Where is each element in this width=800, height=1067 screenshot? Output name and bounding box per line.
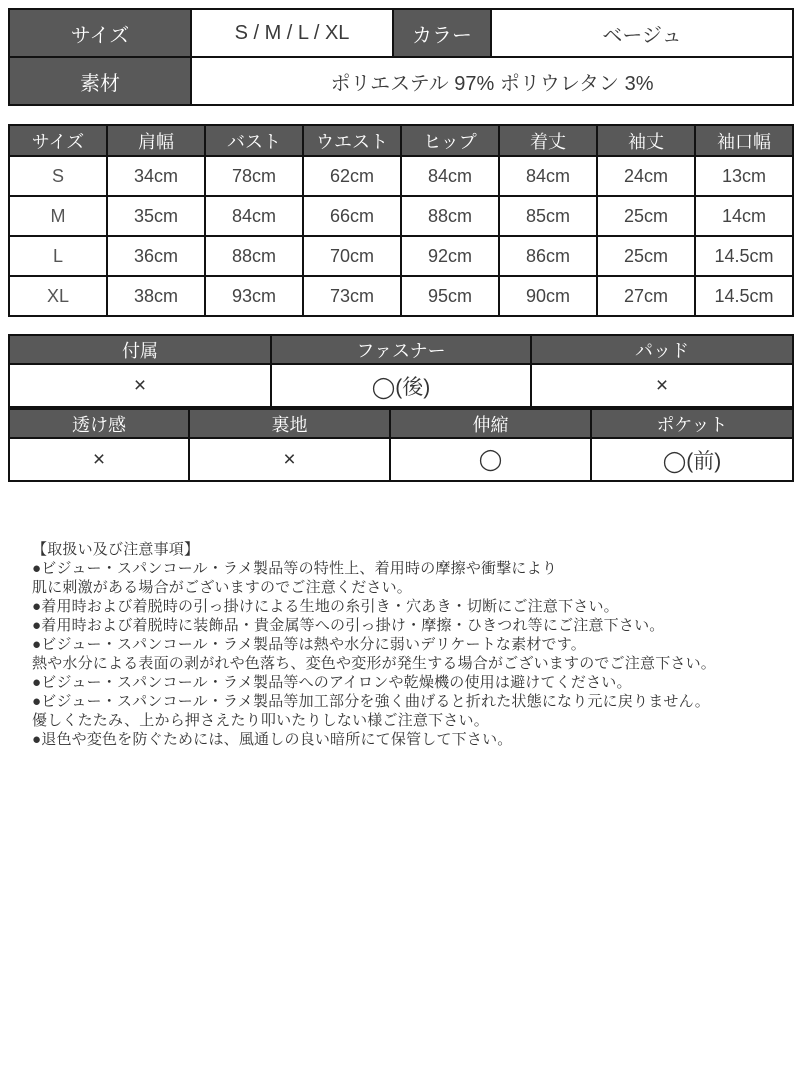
measure-cell: 13cm (695, 156, 793, 196)
care-note-line: 熱や水分による表面の剥がれや色落ち、変色や変形が発生する場合がございますのでご注意下さい。 (32, 655, 717, 672)
measure-cell: 34cm (107, 156, 205, 196)
size-chart-header: 肩幅 (107, 125, 205, 156)
features-bottom-value-row (9, 438, 793, 481)
sheerness-value-cell: × (9, 438, 189, 481)
care-notes (32, 540, 790, 749)
care-note-line: ●着用時および着脱時の引っ掛けによる生地の糸引き・穴あき・切断にご注意下さい。 (32, 598, 619, 615)
features-table-top (8, 334, 794, 408)
measure-cell: 14.5cm (695, 236, 793, 276)
measure-cell: 93cm (205, 276, 303, 316)
color-label-cell: カラー (393, 9, 491, 57)
care-note-line: ●着用時および着脱時に装飾品・貴金属等への引っ掛け・摩擦・ひきつれ等にご注意下さい。 (32, 617, 665, 634)
measure-cell: 84cm (401, 156, 499, 196)
care-note-line: 肌に刺激がある場合がございますのでご注意ください。 (32, 579, 413, 596)
features-bottom-header-row (9, 409, 793, 438)
stretch-value-cell: ◯ (390, 438, 591, 481)
measure-cell: 84cm (499, 156, 597, 196)
measure-cell: 14.5cm (695, 276, 793, 316)
measure-cell: 85cm (499, 196, 597, 236)
pad-value-cell: × (531, 364, 793, 407)
size-cell: XL (9, 276, 107, 316)
size-cell: S (9, 156, 107, 196)
measure-cell: 95cm (401, 276, 499, 316)
size-cell: L (9, 236, 107, 276)
measure-cell: 14cm (695, 196, 793, 236)
stretch-label-cell: 伸縮 (390, 409, 591, 438)
care-note-line: ●ビジュー・スパンコール・ラメ製品等加工部分を強く曲げると折れた状態になり元に戻りません。 (32, 693, 710, 710)
measure-cell: 92cm (401, 236, 499, 276)
size-cell: M (9, 196, 107, 236)
fastener-value-cell: ◯(後) (271, 364, 531, 407)
measure-cell: 36cm (107, 236, 205, 276)
measure-cell: 27cm (597, 276, 695, 316)
measure-cell: 90cm (499, 276, 597, 316)
size-label-cell: サイズ (9, 9, 191, 57)
material-label-cell: 素材 (9, 57, 191, 105)
measure-cell: 73cm (303, 276, 401, 316)
measure-cell: 66cm (303, 196, 401, 236)
size-chart-row-l (9, 236, 793, 276)
measure-cell: 86cm (499, 236, 597, 276)
size-value-cell: S / M / L / XL (191, 9, 393, 57)
size-chart-header: 着丈 (499, 125, 597, 156)
features-top-header-row (9, 335, 793, 364)
size-chart-header: 袖丈 (597, 125, 695, 156)
spec-summary-row-material (9, 57, 793, 105)
spec-summary-table (8, 8, 794, 106)
care-note-line: ●ビジュー・スパンコール・ラメ製品等の特性上、着用時の摩擦や衝撃により (32, 560, 558, 577)
measure-cell: 25cm (597, 236, 695, 276)
pad-label-cell: パッド (531, 335, 793, 364)
size-chart-row-s (9, 156, 793, 196)
care-note-line: ●退色や変色を防ぐためには、風通しの良い暗所にて保管して下さい。 (32, 731, 513, 748)
material-value-cell: ポリエステル 97% ポリウレタン 3% (191, 57, 793, 105)
measure-cell: 38cm (107, 276, 205, 316)
measure-cell: 25cm (597, 196, 695, 236)
lining-value-cell: × (189, 438, 390, 481)
size-chart-table (8, 124, 794, 317)
features-top-value-row (9, 364, 793, 407)
measure-cell: 78cm (205, 156, 303, 196)
measure-cell: 88cm (205, 236, 303, 276)
fastener-label-cell: ファスナー (271, 335, 531, 364)
sheerness-label-cell: 透け感 (9, 409, 189, 438)
features-table-bottom (8, 408, 794, 482)
size-chart-header-row (9, 125, 793, 156)
size-chart-header: 袖口幅 (695, 125, 793, 156)
measure-cell: 84cm (205, 196, 303, 236)
size-chart-header: ヒップ (401, 125, 499, 156)
size-chart-header: ウエスト (303, 125, 401, 156)
measure-cell: 24cm (597, 156, 695, 196)
pocket-label-cell: ポケット (591, 409, 793, 438)
measure-cell: 70cm (303, 236, 401, 276)
care-note-line: ●ビジュー・スパンコール・ラメ製品等は熱や水分に弱いデリケートな素材です。 (32, 636, 586, 653)
accessory-value-cell: × (9, 364, 271, 407)
spec-summary-row-size-color (9, 9, 793, 57)
pocket-value-cell: ◯(前) (591, 438, 793, 481)
size-chart-header: サイズ (9, 125, 107, 156)
care-note-line: 優しくたたみ、上から押さえたり叩いたりしない様ご注意下さい。 (32, 712, 489, 729)
measure-cell: 88cm (401, 196, 499, 236)
measure-cell: 35cm (107, 196, 205, 236)
lining-label-cell: 裏地 (189, 409, 390, 438)
care-note-line: ●ビジュー・スパンコール・ラメ製品等へのアイロンや乾燥機の使用は避けてください。 (32, 674, 632, 691)
accessory-label-cell: 付属 (9, 335, 271, 364)
size-chart-header: バスト (205, 125, 303, 156)
measure-cell: 62cm (303, 156, 401, 196)
size-chart-row-m (9, 196, 793, 236)
color-value-cell: ベージュ (491, 9, 793, 57)
size-chart-row-xl (9, 276, 793, 316)
care-notes-title: 【取扱い及び注意事項】 (32, 541, 200, 558)
